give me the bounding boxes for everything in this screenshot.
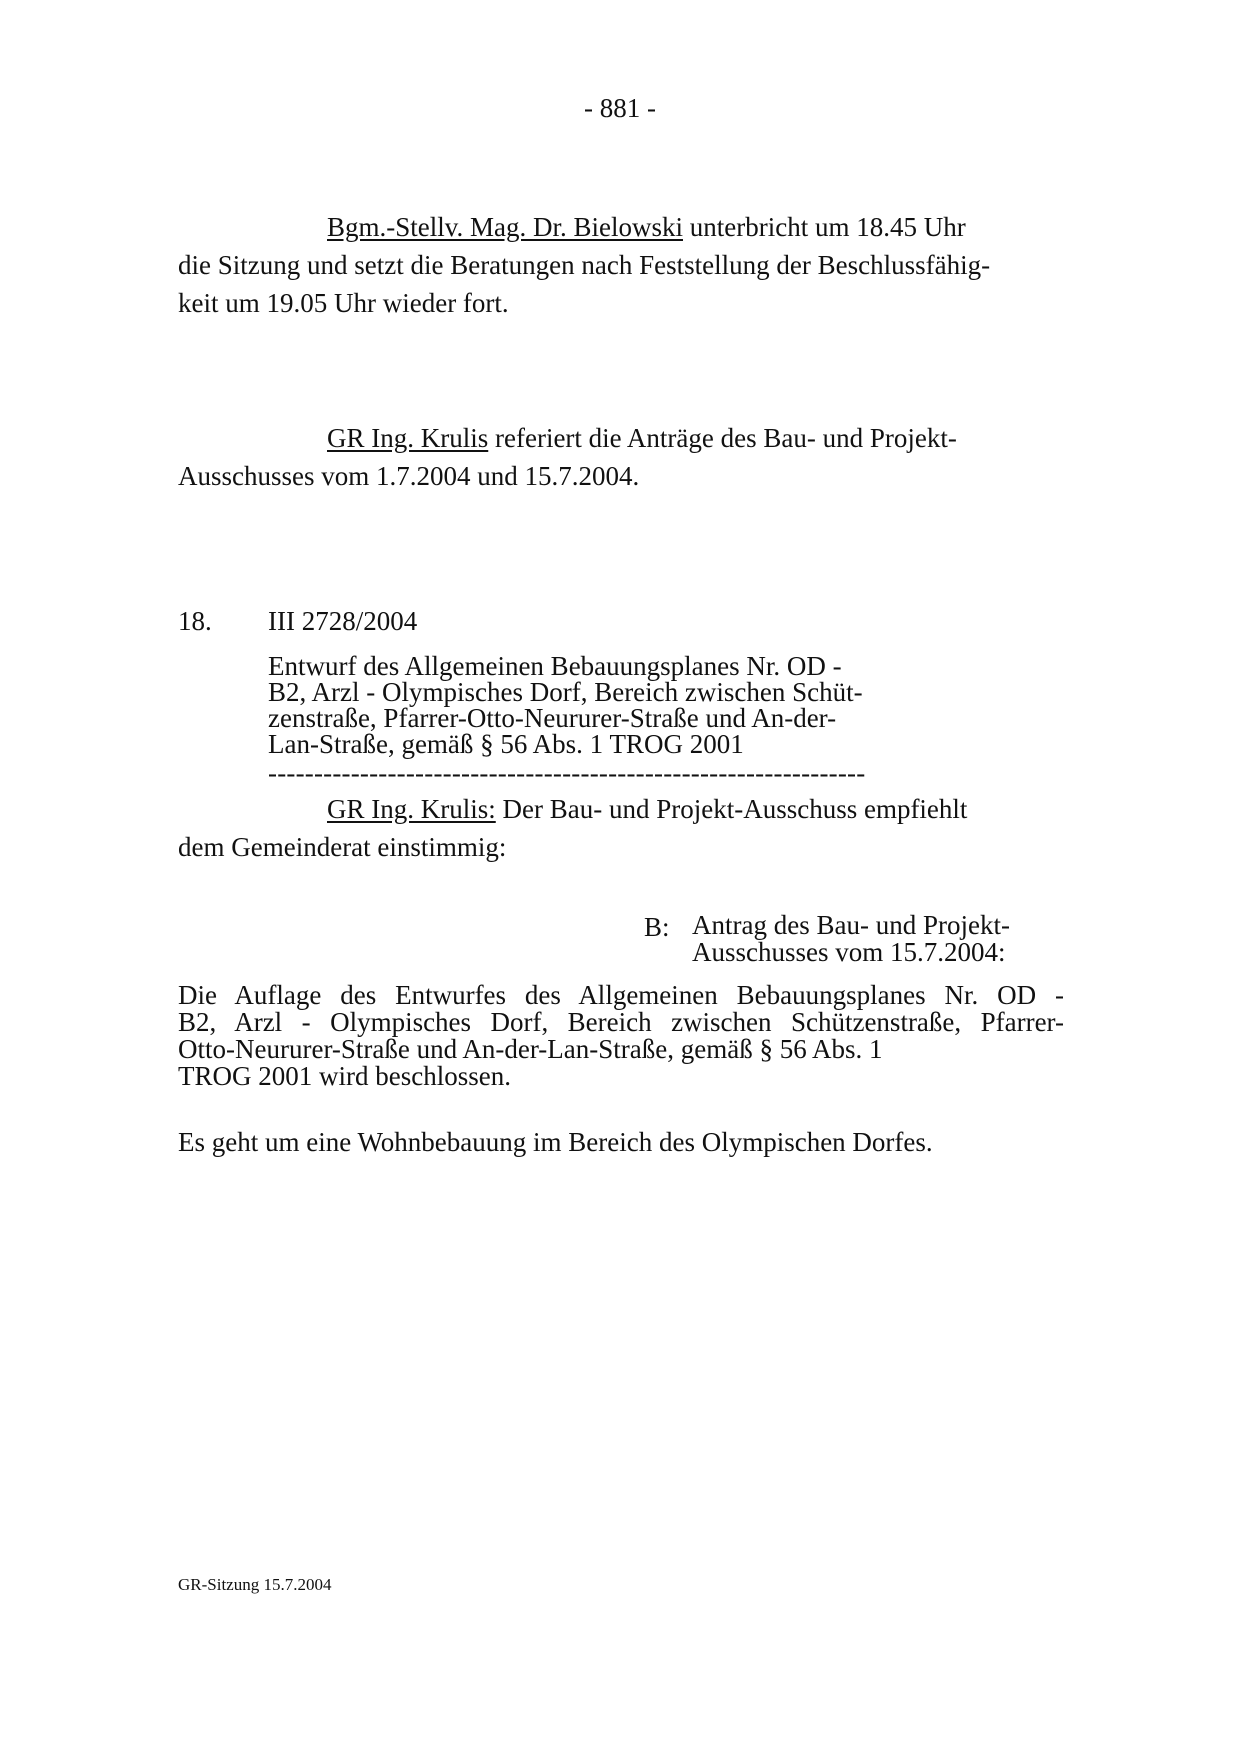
paragraph-line bbox=[178, 208, 1068, 246]
description-line: Lan-Straße, gemäß § 56 Abs. 1 TROG 2001 bbox=[268, 729, 744, 759]
motion-line: Ausschusses vom 15.7.2004: bbox=[692, 937, 1006, 967]
paragraph-line: Ausschusses vom 1.7.2004 und 15.7.2004. bbox=[178, 461, 640, 491]
page-footer: GR-Sitzung 15.7.2004 bbox=[178, 1575, 332, 1594]
agenda-item-number: 18. bbox=[178, 606, 212, 636]
speaker-name: GR Ing. Krulis: bbox=[327, 794, 496, 824]
motion-label: B: bbox=[644, 912, 670, 942]
agenda-item-description bbox=[268, 653, 928, 757]
paragraph-line bbox=[178, 790, 1068, 828]
paragraph-text: Der Bau- und Projekt-Ausschuss empfiehlt bbox=[495, 794, 968, 824]
resolution-text bbox=[178, 982, 1064, 1090]
paragraph-line: die Sitzung und setzt die Beratungen nach Feststellung der Beschlussfähig- bbox=[178, 250, 991, 280]
page-number: - 881 - bbox=[584, 93, 656, 123]
paragraph-report bbox=[178, 419, 1068, 495]
paragraph-text: unterbricht um 18.45 Uhr bbox=[683, 212, 966, 242]
paragraph-line bbox=[178, 419, 1068, 457]
paragraph-line: keit um 19.05 Uhr wieder fort. bbox=[178, 288, 509, 318]
paragraph-summary: Es geht um eine Wohnbebauung im Bereich des Olympischen Dorfes. bbox=[178, 1127, 933, 1157]
paragraph-text: referiert die Anträge des Bau- und Projekt- bbox=[488, 423, 957, 453]
separator-line: ----------------------------------------------------------------- bbox=[268, 758, 866, 788]
description-line: zenstraße, Pfarrer-Otto-Neururer-Straße und An-der- bbox=[268, 703, 837, 733]
description-line: B2, Arzl - Olympisches Dorf, Bereich zwischen Schüt- bbox=[268, 677, 863, 707]
motion-title bbox=[692, 912, 1010, 966]
paragraph-line: dem Gemeinderat einstimmig: bbox=[178, 832, 507, 862]
agenda-item-reference: III 2728/2004 bbox=[268, 606, 418, 636]
paragraph-session-interruption bbox=[178, 208, 1068, 322]
speaker-name: Bgm.-Stellv. Mag. Dr. Bielowski bbox=[327, 212, 683, 242]
resolution-line: TROG 2001 wird beschlossen. bbox=[178, 1061, 511, 1091]
resolution-line: B2, Arzl - Olympisches Dorf, Bereich zwischen Schützenstraße, Pfarrer- bbox=[178, 1007, 1064, 1037]
paragraph-recommendation bbox=[178, 790, 1068, 866]
description-line: Entwurf des Allgemeinen Bebauungsplanes Nr. OD - bbox=[268, 651, 842, 681]
resolution-line: Die Auflage des Entwurfes des Allgemeinen Bebauungsplanes Nr. OD - bbox=[178, 980, 1064, 1010]
resolution-line: Otto-Neururer-Straße und An-der-Lan-Straße, gemäß § 56 Abs. 1 bbox=[178, 1034, 883, 1064]
motion-line: Antrag des Bau- und Projekt- bbox=[692, 910, 1010, 940]
speaker-name: GR Ing. Krulis bbox=[327, 423, 489, 453]
